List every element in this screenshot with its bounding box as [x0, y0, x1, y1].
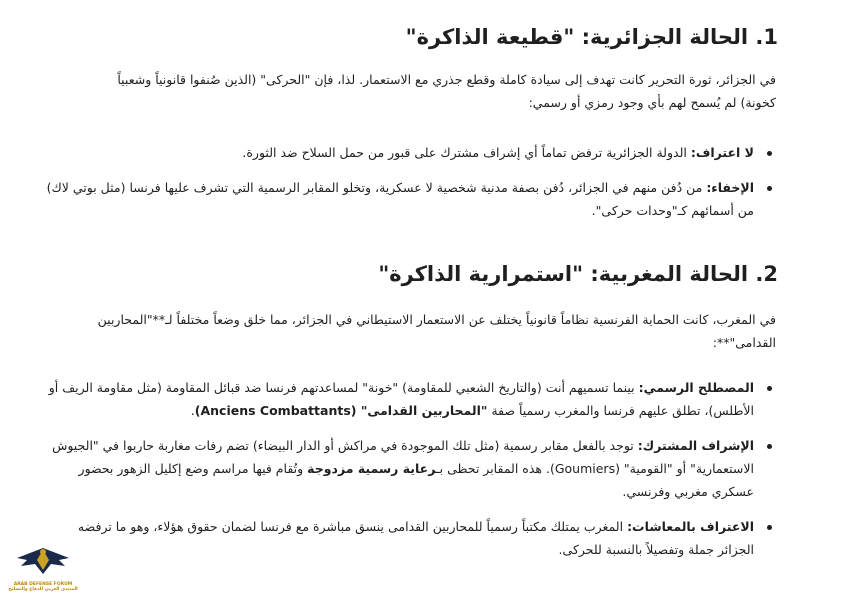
list-item	[40, 176, 776, 222]
list-item	[40, 376, 776, 422]
bullet-emphasis: رعاية رسمية مزدوجة	[307, 461, 436, 476]
bullet-text: وتُقام فيها مراسم وضع إكليل الزهور بحضور عسكري مغربي وفرنسي.	[78, 461, 754, 499]
bullet-text: من دُفن منهم في الجزائر، دُفن بصفة مدنية شخصية لا عسكرية، وتخلو المقابر الرسمية التي تشرف عليها فرنسا (مثل بوتي لاك) من أسمائهم كـ"وحدات حركى".	[46, 180, 754, 218]
bullet-label: لا اعتراف:	[690, 145, 754, 160]
bullet-label: الإشراف المشترك:	[637, 438, 754, 453]
forum-watermark-logo	[4, 540, 82, 602]
bullet-text: .	[190, 403, 195, 418]
bullet-emphasis: "المحاربين القدامى" (Anciens Combattants)	[194, 403, 488, 418]
bullet-text: الدولة الجزائرية ترفض تماماً أي إشراف مشترك على قبور من حمل السلاح ضد الثورة.	[242, 145, 691, 160]
section-1-heading: 1. الحالة الجزائرية: "قطيعة الذاكرة"	[405, 25, 778, 49]
list-item	[40, 434, 776, 503]
forum-watermark-caption: المنتدى العربي للدفاع والتسليح	[8, 587, 78, 592]
bullet-text: بينما تسميهم أنت (والتاريخ الشعبي للمقاومة) "خونة" لمساعدتهم فرنسا ضد قبائل المقاومة (مثل مقاومة الريف أو الأطلس)، تطلق عليهم فرنسا والمغرب رسمياً صفة	[48, 380, 754, 418]
bullet-label: الإخفاء:	[706, 180, 754, 195]
bullet-text: المغرب يمتلك مكتباً رسمياً للمحاربين القدامى ينسق مباشرة مع فرنسا لضمان حقوق هؤلاء، وهو ما ترفضه الجزائر جملة وتفصيلاً بالنسبة للحركى.	[77, 519, 754, 557]
section-2-heading: 2. الحالة المغربية: "استمرارية الذاكرة"	[378, 262, 778, 286]
list-item	[40, 141, 776, 164]
eagle-emblem-icon	[13, 540, 73, 578]
list-item	[40, 515, 776, 561]
section-1-list	[40, 141, 776, 222]
bullet-label: الاعتراف بالمعاشات:	[627, 519, 754, 534]
bullet-label: المصطلح الرسمي:	[638, 380, 754, 395]
forum-watermark-text: ARAB DEFENSE FORUM	[13, 582, 73, 587]
bullet-text: توجد بالفعل مقابر رسمية (مثل تلك الموجودة في مراكش أو الدار البيضاء) تضم رفات مغاربة حاربوا في "الجيوش الاستعمارية" أو "القومية" (Goumiers). هذه المقابر تحظى بـ	[52, 438, 754, 476]
section-2-list	[40, 376, 776, 561]
section-2-paragraph: في المغرب، كانت الحماية الفرنسية نظاماً قانونياً يختلف عن الاستعمار الاستيطاني في الجزائر، مما خلق وضعاً مختلفاً لـ**"المحاربين القدامى"**:	[97, 312, 776, 350]
section-1-paragraph: في الجزائر، ثورة التحرير كانت تهدف إلى سيادة كاملة وقطع جذري مع الاستعمار. لذا، فإن "الحركى" (الذين صُنفوا قانونياً وشعبياً كخونة) لم يُسمح لهم بأي وجود رمزي أو رسمي:	[117, 72, 776, 110]
